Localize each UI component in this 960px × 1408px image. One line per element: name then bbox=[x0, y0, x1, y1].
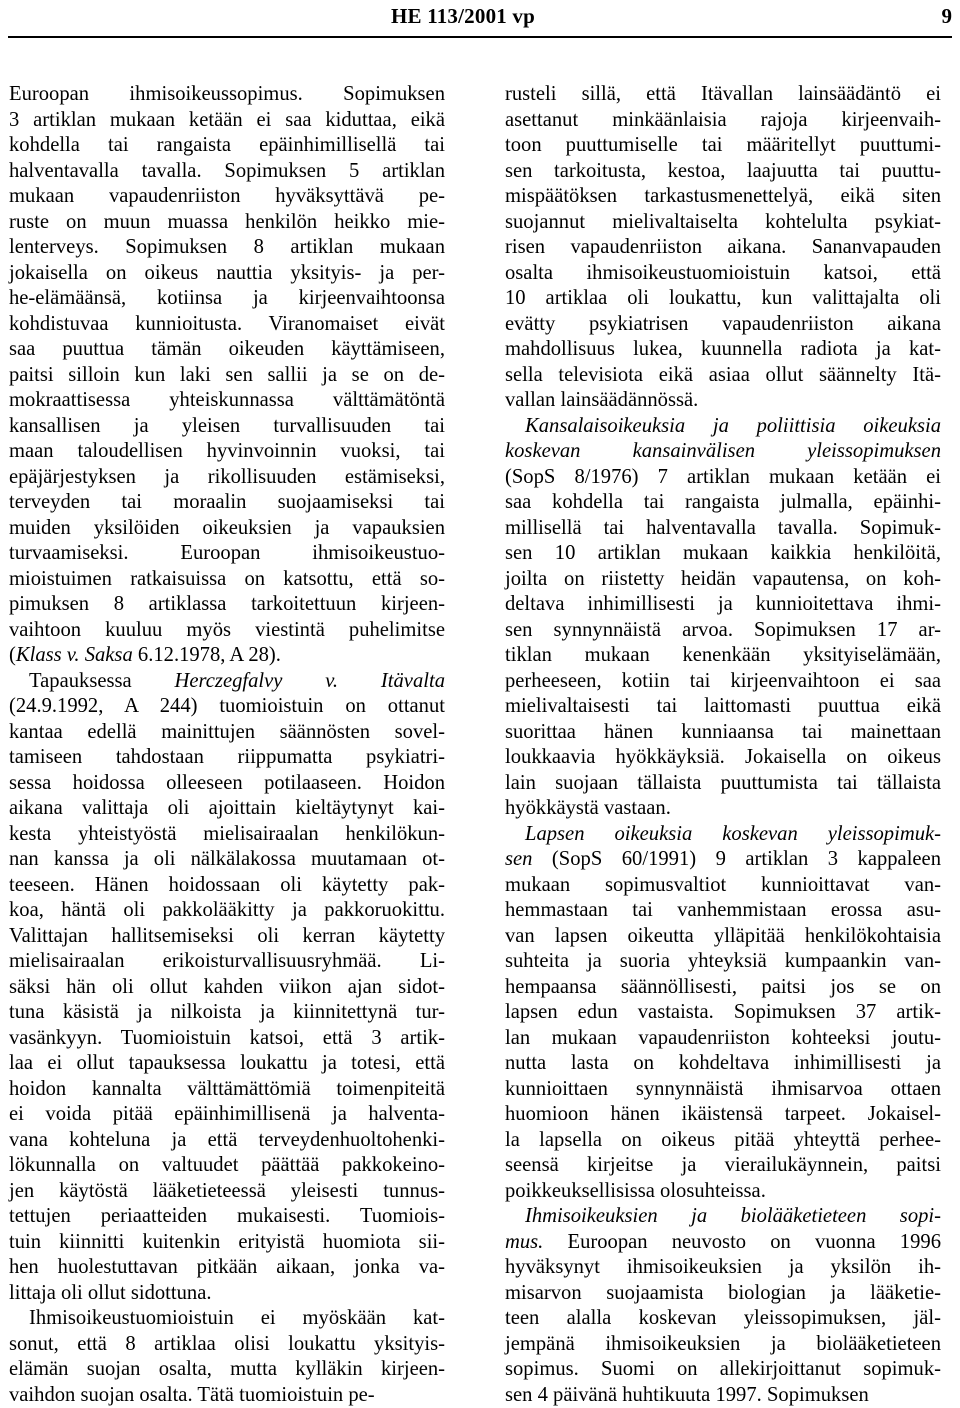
text-line bbox=[505, 796, 941, 822]
text-run: laa ei ollut tapauksessa loukattu ja totesi, että bbox=[9, 1052, 445, 1074]
text-line bbox=[505, 643, 941, 669]
text-run: tamiseen tahdostaan riippumatta psykiatri- bbox=[9, 746, 445, 768]
text-run: la lapsella on oikeus pitää yhteyttä perhee- bbox=[505, 1129, 941, 1151]
text-run: joilta on riistetty heidän vapautensa, on koh- bbox=[505, 568, 941, 590]
text-run: tuna käsistä ja nilkoista ja kiinnitettynä tur- bbox=[9, 1001, 445, 1023]
text-run: suojannut mielivaltaiselta kohtelulta psykiat- bbox=[505, 211, 941, 233]
text-line bbox=[9, 975, 445, 1001]
text-line bbox=[505, 133, 941, 159]
text-run: paitsi silloin kun laki sen sallii ja se on de- bbox=[9, 364, 445, 386]
text-run: mielisairaalan erikoisturvallisuusryhmää. Li- bbox=[9, 950, 445, 972]
text-line bbox=[9, 1230, 445, 1256]
text-run: terveyden tai moraalin suojaamiseksi tai bbox=[9, 491, 445, 513]
text-line bbox=[505, 1306, 941, 1332]
text-line bbox=[505, 235, 941, 261]
text-run: sen tarkoitusta, kestoa, laajuutta tai puuttu- bbox=[505, 160, 941, 182]
text-line bbox=[9, 924, 445, 950]
text-run: sopimus. Suomi on allekirjoittanut sopimuk- bbox=[505, 1358, 941, 1380]
text-run: hyväksynyt ihmisoikeuksien ja yksilön ih- bbox=[505, 1256, 941, 1278]
italic-text: Lapsen oikeuksia koskevan yleissopimuk- bbox=[525, 823, 941, 845]
text-line bbox=[9, 490, 445, 516]
text-run: mahdollisuus lukea, kuunnella radiota ja kat- bbox=[505, 338, 941, 360]
text-line bbox=[9, 210, 445, 236]
text-run: vaihdon suojan osalta. Tätä tuomioistuin pe- bbox=[9, 1384, 375, 1406]
text-line bbox=[505, 286, 941, 312]
text-line bbox=[9, 1026, 445, 1052]
text-run: Valittajan hallitsemiseksi oli kerran käytetty bbox=[9, 925, 445, 947]
text-line bbox=[9, 1332, 445, 1358]
italic-text: Ihmisoikeuksien ja biolääketieteen sopi- bbox=[525, 1205, 941, 1227]
text-line bbox=[9, 439, 445, 465]
text-line bbox=[505, 669, 941, 695]
text-line bbox=[9, 337, 445, 363]
page-header bbox=[0, 4, 960, 34]
text-run: mispäätöksen tarkastusmenettelyä, eikä siten bbox=[505, 185, 941, 207]
text-line bbox=[9, 465, 445, 491]
text-run: jokaisella on oikeus nauttia yksityis- ja per- bbox=[9, 262, 445, 284]
text-line bbox=[9, 643, 445, 669]
text-run: vasänkyyn. Tuomioistuin katsoi, että 3 artik- bbox=[9, 1027, 445, 1049]
text-line bbox=[505, 465, 941, 491]
text-run: halventavalla tavalla. Sopimuksen 5 artiklan bbox=[9, 160, 445, 182]
document-id: HE 113/2001 vp bbox=[391, 4, 535, 29]
text-line bbox=[9, 1051, 445, 1077]
text-run: sen 4 päivänä huhtikuuta 1997. Sopimuksen bbox=[505, 1384, 869, 1406]
text-line bbox=[9, 286, 445, 312]
text-run: huomioon hänen ikäistensä tarpeet. Jokaisel- bbox=[505, 1103, 941, 1125]
text-run: (24.9.1992, A 244) tuomioistuin on ottanut bbox=[9, 695, 445, 717]
text-line bbox=[9, 235, 445, 261]
text-run: risen vapaudenriiston aikana. Sananvapauden bbox=[505, 236, 941, 258]
text-run: saa puuttua tämän oikeuden käyttämiseen, bbox=[9, 338, 445, 360]
text-run: poikkeuksellisissa olosuhteissa. bbox=[505, 1180, 766, 1202]
italic-text: mus. bbox=[505, 1231, 543, 1253]
text-run: sen 10 artiklan mukaan kaikkia henkilöitä, bbox=[505, 542, 941, 564]
text-line bbox=[505, 720, 941, 746]
text-line bbox=[9, 1153, 445, 1179]
page-number: 9 bbox=[942, 4, 953, 29]
text-line bbox=[505, 1077, 941, 1103]
text-run: perheeseen, kotiin tai kirjeenvaihtoon ei saa bbox=[505, 670, 941, 692]
italic-text: sen bbox=[505, 848, 532, 870]
text-run: mukaan vapaudenriiston hyväksyttävä pe- bbox=[9, 185, 445, 207]
text-run: jen käytöstä lääketieteessä yleisesti tunnus- bbox=[9, 1180, 445, 1202]
text-run: vaihtoon kuuluu myös viestintä puhelimitse bbox=[9, 619, 445, 641]
text-line bbox=[505, 694, 941, 720]
text-run: mioistuimen ratkaisuissa on katsottu, että so- bbox=[9, 568, 445, 590]
text-line bbox=[505, 210, 941, 236]
text-run: teeseen. Hänen hoidossaan oli käytetty pak- bbox=[9, 874, 445, 896]
text-run: nan kanssa ja oli nälkälakossa muutamaan ot- bbox=[9, 848, 445, 870]
text-line bbox=[9, 133, 445, 159]
text-line bbox=[9, 745, 445, 771]
text-line bbox=[505, 108, 941, 134]
text-run: millisellä tai halventavalla tavalla. Sopimuk- bbox=[505, 517, 941, 539]
text-run: rusteli sillä, että Itävallan lainsäädäntö ei bbox=[505, 83, 941, 105]
text-run: suhteita ja suoria yhteyksiä kumpaankin van- bbox=[505, 950, 941, 972]
text-line bbox=[9, 1179, 445, 1205]
text-run: ei voida pitää epäinhimillisenä ja halventa- bbox=[9, 1103, 445, 1125]
text-line bbox=[9, 1306, 445, 1332]
text-run: Tapauksessa bbox=[29, 670, 175, 692]
text-line bbox=[9, 1077, 445, 1103]
text-line bbox=[9, 414, 445, 440]
text-line bbox=[505, 414, 941, 440]
text-run: 3 artiklan mukaan ketään ei saa kiduttaa, eikä bbox=[9, 109, 445, 131]
text-line bbox=[9, 1383, 445, 1408]
text-line bbox=[505, 745, 941, 771]
text-run: vana kohteluna ja että terveydenhuoltohenki- bbox=[9, 1129, 445, 1151]
text-run: 6.12.1978, A 28). bbox=[133, 644, 281, 666]
text-line bbox=[9, 1204, 445, 1230]
text-run: 10 artiklaa oli loukattu, kun valittajalta oli bbox=[505, 287, 941, 309]
text-line bbox=[505, 1051, 941, 1077]
text-run: lan mukaan vapaudenriiston kohteeksi joutu- bbox=[505, 1027, 941, 1049]
text-run: kohdistuvaa kunnioitusta. Viranomaiset eivät bbox=[9, 313, 445, 335]
text-line bbox=[505, 975, 941, 1001]
italic-text: Kansalaisoikeuksia ja poliittisia oikeuksia bbox=[525, 415, 941, 437]
text-line bbox=[505, 1332, 941, 1358]
text-line bbox=[505, 1230, 941, 1256]
text-line bbox=[505, 159, 941, 185]
text-run: pimuksen 8 artiklassa tarkoitettuun kirjeen- bbox=[9, 593, 445, 615]
text-line bbox=[505, 1204, 941, 1230]
text-line bbox=[505, 1000, 941, 1026]
text-run: Ihmisoikeustuomioistuin ei myöskään kat- bbox=[29, 1307, 445, 1329]
text-line bbox=[9, 1000, 445, 1026]
text-line bbox=[9, 618, 445, 644]
text-line bbox=[9, 516, 445, 542]
text-run: tettujen periaatteiden mukaisesti. Tuomiois- bbox=[9, 1205, 445, 1227]
text-run: kantaa edellä mainittujen säännösten sovel- bbox=[9, 721, 445, 743]
text-run: mokraattisessa yhteiskunnassa välttämätöntä bbox=[9, 389, 445, 411]
text-line bbox=[9, 261, 445, 287]
text-run: saa kohdella tai rangaista julmalla, epäinhi- bbox=[505, 491, 941, 513]
text-run: ( bbox=[9, 644, 16, 666]
italic-text: Klass v. Saksa bbox=[16, 644, 133, 666]
text-run: nutta lasta on kohdeltava inhimillisesti ja bbox=[505, 1052, 941, 1074]
text-run: turvaamiseksi. Euroopan ihmisoikeustuo- bbox=[9, 542, 445, 564]
text-run: lapsen edun vastaista. Sopimuksen 37 artik- bbox=[505, 1001, 941, 1023]
right-column bbox=[505, 82, 941, 1408]
text-run: epäjärjestyksen ja rikollisuuden estämiseksi, bbox=[9, 466, 445, 488]
text-line bbox=[505, 1102, 941, 1128]
text-run: hyökkäystä vastaan. bbox=[505, 797, 671, 819]
text-line bbox=[505, 541, 941, 567]
text-line bbox=[505, 337, 941, 363]
text-run: hoidon kannalta välttämättömiä toimenpiteitä bbox=[9, 1078, 445, 1100]
text-run: aikana valittaja oli ajoittain kieltäytynyt kai- bbox=[9, 797, 445, 819]
text-line bbox=[9, 796, 445, 822]
text-line bbox=[9, 720, 445, 746]
text-run: lökunnalla on valtuudet päättää pakkokeino- bbox=[9, 1154, 445, 1176]
text-run: (SopS 8/1976) 7 artiklan mukaan ketään ei bbox=[505, 466, 941, 488]
text-run: lain suojaan tällaista puuttumista tai tällaista bbox=[505, 772, 941, 794]
text-run: sessa hoidossa olleeseen potilaaseen. Hoidon bbox=[9, 772, 445, 794]
text-line bbox=[9, 592, 445, 618]
text-line bbox=[9, 1255, 445, 1281]
text-run: hemmastaan tai vanhemmistaan erossa asu- bbox=[505, 899, 941, 921]
text-line bbox=[505, 1153, 941, 1179]
italic-text: koskevan kansainvälisen yleissopimuksen bbox=[505, 440, 941, 462]
text-run: toon puuttumiselle tai määritellyt puuttumi- bbox=[505, 134, 941, 156]
text-run: mukaan sopimusvaltiot kunnioittavat van- bbox=[505, 874, 941, 896]
text-line bbox=[9, 771, 445, 797]
text-line bbox=[9, 1281, 445, 1307]
text-run: tuin kiinnitti kuitenkin erityistä huomiota sii- bbox=[9, 1231, 445, 1253]
text-run: kohdella tai rangaista epäinhimillisellä tai bbox=[9, 134, 445, 156]
text-line bbox=[9, 388, 445, 414]
text-line bbox=[505, 592, 941, 618]
text-run: vallan lainsäädännössä. bbox=[505, 389, 698, 411]
text-run: kansallisen ja yleisen turvallisuuden tai bbox=[9, 415, 445, 437]
left-column bbox=[9, 82, 445, 1408]
text-line bbox=[9, 1357, 445, 1383]
text-run: maan taloudellisen hyvinvoinnin vuoksi, tai bbox=[9, 440, 445, 462]
header-rule bbox=[8, 36, 952, 38]
text-run: säksi hän oli ollut kahden viikon ajan sidot- bbox=[9, 976, 445, 998]
text-line bbox=[505, 1357, 941, 1383]
text-run: loukkaavia hyökkäyksiä. Jokaisella on oikeus bbox=[505, 746, 941, 768]
text-line bbox=[505, 312, 941, 338]
text-run: littaja oli ollut sidottuna. bbox=[9, 1282, 212, 1304]
text-line bbox=[505, 822, 941, 848]
text-line bbox=[505, 567, 941, 593]
text-line bbox=[505, 771, 941, 797]
text-run: muiden yksilöiden oikeuksien ja vapauksien bbox=[9, 517, 445, 539]
text-line bbox=[9, 567, 445, 593]
text-line bbox=[505, 1128, 941, 1154]
text-line bbox=[9, 873, 445, 899]
text-line bbox=[9, 108, 445, 134]
text-line bbox=[505, 490, 941, 516]
text-line bbox=[505, 949, 941, 975]
italic-text: Herczegfalvy v. Itävalta bbox=[175, 670, 445, 692]
text-run: suorittaa hänen kunniaansa tai mainettaan bbox=[505, 721, 941, 743]
text-run: ruste on muun muassa henkilön heikko mie- bbox=[9, 211, 445, 233]
text-run: he-elämäänsä, kotiinsa ja kirjeenvaihtoonsa bbox=[9, 287, 445, 309]
text-line bbox=[9, 822, 445, 848]
text-run: sen synnynnäistä arvoa. Sopimuksen 17 ar- bbox=[505, 619, 941, 641]
text-run: kunnioittaen synnynnäistä ihmisarvoa ottaen bbox=[505, 1078, 941, 1100]
text-run: van lapsen oikeutta ylläpitää henkilökohtaisia bbox=[505, 925, 941, 947]
text-run: evätty psykiatrisen vapaudenriiston aikana bbox=[505, 313, 941, 335]
text-run: seensä kirjeitse ja vierailukäynnein, paitsi bbox=[505, 1154, 941, 1176]
text-line bbox=[505, 1383, 941, 1408]
text-line bbox=[9, 949, 445, 975]
text-line bbox=[9, 669, 445, 695]
text-run: tiklan mukaan kenenkään yksityiselämään, bbox=[505, 644, 941, 666]
text-run: sonut, että 8 artiklaa olisi loukattu yksityis- bbox=[9, 1333, 445, 1355]
text-line bbox=[9, 82, 445, 108]
text-run: deltava inhimillisesti ja kunnioitettava ihmi- bbox=[505, 593, 941, 615]
text-run: koa, häntä oli pakkolääkitty ja pakkoruokittu. bbox=[9, 899, 445, 921]
text-line bbox=[505, 1255, 941, 1281]
text-line bbox=[505, 873, 941, 899]
text-run: misarvon suojaamista biologian ja lääketie- bbox=[505, 1282, 941, 1304]
text-line bbox=[9, 363, 445, 389]
text-line bbox=[505, 898, 941, 924]
text-line bbox=[505, 1281, 941, 1307]
text-line bbox=[9, 694, 445, 720]
text-run: kesta yhteistyöstä mielisairaalan henkilökun- bbox=[9, 823, 445, 845]
text-run: sella televisiota eikä asiaa ollut säännelty Itä- bbox=[505, 364, 941, 386]
text-run: (SopS 60/1991) 9 artiklan 3 kappaleen bbox=[532, 848, 941, 870]
text-run: teen alalla koskevan yleissopimuksen, jäl- bbox=[505, 1307, 941, 1329]
text-line bbox=[505, 261, 941, 287]
text-run: mielivaltaisesti tai laittomasti puuttua eikä bbox=[505, 695, 941, 717]
text-line bbox=[505, 82, 941, 108]
text-line bbox=[505, 924, 941, 950]
text-run: asettanut minkäänlaisia rajoja kirjeenvaih- bbox=[505, 109, 941, 131]
text-line bbox=[505, 184, 941, 210]
text-line bbox=[505, 618, 941, 644]
text-run: lenterveys. Sopimuksen 8 artiklan mukaan bbox=[9, 236, 445, 258]
text-line bbox=[9, 541, 445, 567]
text-line bbox=[9, 847, 445, 873]
text-line bbox=[9, 898, 445, 924]
text-line bbox=[9, 1102, 445, 1128]
text-line bbox=[505, 388, 941, 414]
text-run: Euroopan ihmisoikeussopimus. Sopimuksen bbox=[9, 83, 445, 105]
text-line bbox=[505, 439, 941, 465]
text-run: jempänä ihmisoikeuksien ja biolääketieteen bbox=[505, 1333, 941, 1355]
text-line bbox=[9, 312, 445, 338]
text-line bbox=[505, 516, 941, 542]
text-line bbox=[505, 1026, 941, 1052]
text-line bbox=[9, 1128, 445, 1154]
text-line bbox=[9, 184, 445, 210]
text-line bbox=[505, 1179, 941, 1205]
text-run: elämän suojan osalta, mutta kylläkin kirjeen- bbox=[9, 1358, 445, 1380]
text-run: osalta ihmisoikeustuomioistuin katsoi, että bbox=[505, 262, 941, 284]
text-line bbox=[505, 363, 941, 389]
text-run: hempaansa säännöllisesti, paitsi jos se on bbox=[505, 976, 941, 998]
text-line bbox=[505, 847, 941, 873]
text-run: hen huolestuttavan pitkään aikaan, jonka va- bbox=[9, 1256, 445, 1278]
text-run: Euroopan neuvosto on vuonna 1996 bbox=[543, 1231, 941, 1253]
text-line bbox=[9, 159, 445, 185]
